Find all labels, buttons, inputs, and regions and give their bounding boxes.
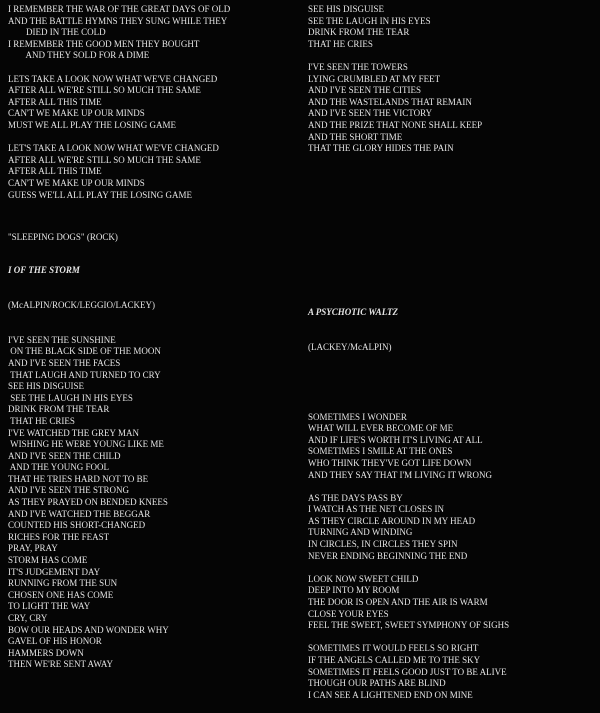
- lyric-line: LOOK NOW SWEET CHILD: [308, 573, 419, 584]
- lyric-line: THAT HE CRIES: [308, 38, 373, 49]
- lyric-line: WHAT WILL EVER BECOME OF ME: [308, 423, 454, 434]
- lyric-line: GAVEL OF HIS HONOR: [8, 636, 102, 647]
- lyric-line: AND I'VE SEEN THE CITIES: [308, 85, 421, 96]
- lyric-line: AND THE YOUNG FOOL: [8, 462, 109, 473]
- lyric-line: AND THE SHORT TIME: [308, 131, 403, 142]
- lyric-line: AND THE WASTELANDS THAT REMAIN: [308, 96, 472, 107]
- song-title-eye-of-the-storm: I OF THE STORM: [8, 265, 80, 276]
- lyric-line: GUESS WE'LL ALL PLAY THE LOSING GAME: [8, 189, 192, 200]
- lyric-line: AND THE PRIZE THAT NONE SHALL KEEP: [308, 119, 483, 130]
- lyric-line: HAMMERS DOWN: [8, 647, 84, 658]
- lyric-line: AND THEY SAY THAT I'M LIVING IT WRONG: [308, 469, 493, 480]
- lyric-line: AND I'VE SEEN THE VICTORY: [308, 108, 433, 119]
- lyric-line: MUST WE ALL PLAY THE LOSING GAME: [8, 119, 177, 130]
- lyric-line: [8, 62, 230, 74]
- lyric-line: AND I'VE SEEN THE CHILD: [8, 450, 121, 461]
- lyric-line: CAN'T WE MAKE UP OUR MINDS: [8, 177, 145, 188]
- lyric-line: THAT THE GLORY HIDES THE PAIN: [308, 143, 454, 154]
- lyric-line: AND THE BATTLE HYMNS THEY SUNG WHILE THEY: [8, 15, 228, 26]
- lyric-line: FEEL THE SWEET, SWEET SYMPHONY OF SIGHS: [308, 620, 510, 631]
- song-title-psychotic-waltz: A PSYCHOTIC WALTZ: [308, 307, 399, 318]
- lyric-line: I REMEMBER THE GOOD MEN THEY BOUGHT: [8, 38, 200, 49]
- lyric-line: [308, 50, 482, 62]
- lyric-line: SEE HIS DISGUISE: [8, 381, 85, 392]
- lyric-line: AFTER ALL THIS TIME: [8, 96, 102, 107]
- lyric-line: CLOSE YOUR EYES: [308, 608, 389, 619]
- psychotic-waltz-block: [308, 284, 509, 713]
- lyric-line: WISHING HE WERE YOUNG LIKE ME: [8, 439, 164, 450]
- lyric-line: AND I'VE SEEN THE FACES: [8, 357, 121, 368]
- lyric-line: I'VE SEEN THE TOWERS: [308, 61, 408, 72]
- lyric-line: NEVER ENDING BEGINNING THE END: [308, 550, 468, 561]
- lyric-line: I'VE WATCHED THE GREY MAN: [8, 427, 139, 438]
- lyric-line: SOMETIMES I SMILE AT THE ONES: [308, 446, 453, 457]
- lyric-line: [8, 132, 230, 144]
- lyric-line: AFTER ALL WE'RE STILL SO MUCH THE SAME: [8, 154, 201, 165]
- lyric-line: SEE THE LAUGH IN HIS EYES: [308, 15, 431, 26]
- song-credits-eye-of-the-storm: (McALPIN/ROCK/LEGGIO/LACKEY): [8, 299, 155, 310]
- lyric-line: THAT HE CRIES: [8, 415, 75, 426]
- lyric-line: AND IF LIFE'S WORTH IT'S LIVING AT ALL: [308, 434, 483, 445]
- right-column-top-lyrics: [308, 4, 482, 155]
- sleeping-dogs-credit-text: "SLEEPING DOGS" (ROCK): [8, 232, 118, 243]
- lyric-line: SOMETIMES I WONDER: [308, 411, 407, 422]
- song-credits-psychotic-waltz: (LACKEY/McALPIN): [308, 341, 392, 352]
- lyric-line: AFTER ALL WE'RE STILL SO MUCH THE SAME: [8, 85, 201, 96]
- lyric-line: STORM HAS COME: [8, 555, 88, 566]
- lyric-line: THE DOOR IS OPEN AND THE AIR IS WARM: [308, 597, 488, 608]
- lyric-line: AS THEY CIRCLE AROUND IN MY HEAD: [308, 515, 476, 526]
- lyric-line: THEN WE'RE SENT AWAY: [8, 659, 113, 670]
- lyric-line: AS THE DAYS PASS BY: [308, 492, 403, 503]
- lyric-line: SOMETIMES IT FEELS GOOD JUST TO BE ALIVE: [308, 666, 507, 677]
- lyric-line: IF THE ANGELS CALLED ME TO THE SKY: [308, 655, 481, 665]
- lyric-line: SEE THE LAUGH IN HIS EYES: [8, 392, 133, 403]
- lyric-line: THAT LAUGH AND TURNED TO CRY: [8, 369, 161, 380]
- lyric-line: DRINK FROM THE TEAR: [8, 404, 110, 415]
- lyric-line: IN CIRCLES, IN CIRCLES THEY SPIN: [308, 539, 458, 550]
- lyric-line: WHO THINK THEY'VE GOT LIFE DOWN: [308, 457, 472, 468]
- lyric-line: RUNNING FROM THE SUN: [8, 578, 118, 589]
- lyric-line: LYING CRUMBLED AT MY FEET: [308, 73, 441, 84]
- lyric-line: SEE HIS DISGUISE: [308, 4, 385, 14]
- lyric-line: LET'S TAKE A LOOK NOW WHAT WE'VE CHANGED: [8, 143, 219, 154]
- lyric-line: THOUGH OUR PATHS ARE BLIND: [308, 678, 446, 689]
- lyric-line: AND I'VE WATCHED THE BEGGAR: [8, 508, 151, 519]
- lyric-line: LETS TAKE A LOOK NOW WHAT WE'VE CHANGED: [8, 73, 218, 84]
- lyric-line: I REMEMBER THE WAR OF THE GREAT DAYS OF OLD: [8, 4, 231, 14]
- lyric-line: [308, 562, 509, 574]
- psychotic-waltz-lyrics: [308, 412, 509, 702]
- left-column-top-lyrics: [8, 4, 230, 201]
- lyric-line: AFTER ALL THIS TIME: [8, 166, 102, 177]
- lyric-line: I WATCH AS THE NET CLOSES IN: [308, 504, 445, 515]
- lyric-line: SOMETIMES IT WOULD FEELS SO RIGHT: [308, 643, 479, 654]
- lyric-line: DEEP INTO MY ROOM: [308, 585, 400, 596]
- lyric-line: PRAY, PRAY: [8, 543, 58, 554]
- lyric-line: CAN'T WE MAKE UP OUR MINDS: [8, 108, 145, 119]
- lyric-line: DRINK FROM THE TEAR: [308, 27, 410, 38]
- lyric-line: ON THE BLACK SIDE OF THE MOON: [8, 346, 161, 357]
- lyric-line: BOW OUR HEADS AND WONDER WHY: [8, 624, 169, 635]
- lyric-line: TO LIGHT THE WAY: [8, 601, 91, 612]
- eye-of-the-storm-block: [8, 242, 169, 683]
- lyric-line: I'VE SEEN THE SUNSHINE: [8, 334, 116, 345]
- lyric-line: CHOSEN ONE HAS COME: [8, 589, 114, 600]
- lyric-line: RICHES FOR THE FEAST: [8, 531, 110, 542]
- eye-of-the-storm-lyrics: [8, 335, 169, 671]
- lyric-line: I CAN SEE A LIGHTENED END ON MINE: [308, 689, 473, 700]
- lyric-line: AND THEY SOLD FOR A DIME: [8, 50, 150, 61]
- lyric-line: THAT HE TRIES HARD NOT TO BE: [8, 473, 149, 484]
- lyric-line: [308, 632, 509, 644]
- lyric-line: DIED IN THE COLD: [8, 27, 106, 38]
- lyric-line: COUNTED HIS SHORT-CHANGED: [8, 520, 146, 531]
- lyric-line: [308, 481, 509, 493]
- lyric-line: CRY, CRY: [8, 613, 48, 623]
- lyric-line: TURNING AND WINDING: [308, 527, 413, 538]
- lyric-line: AS THEY PRAYED ON BENDED KNEES: [8, 497, 168, 508]
- lyric-line: IT'S JUDGEMENT DAY: [8, 566, 101, 577]
- lyric-line: AND I'VE SEEN THE STRONG: [8, 485, 129, 496]
